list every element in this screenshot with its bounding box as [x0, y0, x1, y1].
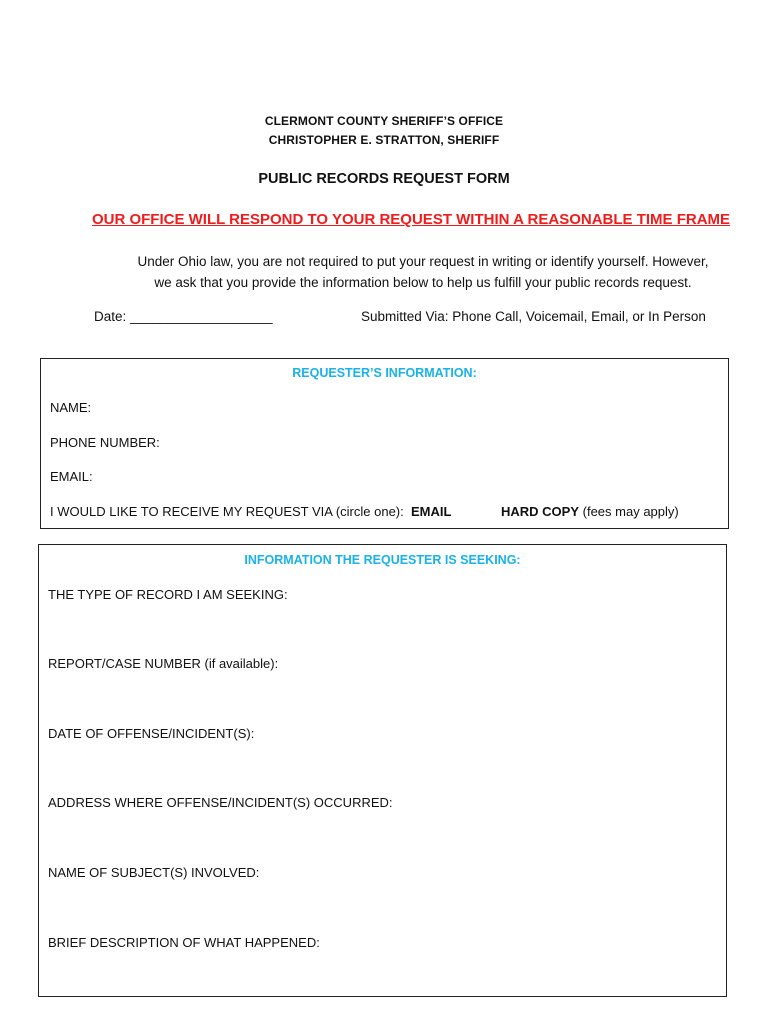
receive-via-label: I WOULD LIKE TO RECEIVE MY REQUEST VIA (circle one): — [50, 504, 404, 519]
seeking-info-box — [38, 544, 727, 997]
description-field[interactable]: BRIEF DESCRIPTION OF WHAT HAPPENED: — [48, 935, 320, 950]
sheriff-name: CHRISTOPHER E. STRATTON, SHERIFF — [268, 133, 500, 147]
offense-address-field[interactable]: ADDRESS WHERE OFFENSE/INCIDENT(S) OCCURRED: — [48, 795, 393, 810]
record-type-field[interactable]: THE TYPE OF RECORD I AM SEEKING: — [48, 587, 288, 602]
option-email[interactable]: EMAIL — [411, 504, 452, 519]
office-name: CLERMONT COUNTY SHERIFF’S OFFICE — [264, 114, 504, 128]
requester-info-title: REQUESTER’S INFORMATION: — [292, 366, 477, 380]
seeking-info-title: INFORMATION THE REQUESTER IS SEEKING: — [244, 553, 521, 567]
phone-field[interactable]: PHONE NUMBER: — [50, 435, 160, 450]
response-notice: OUR OFFICE WILL RESPOND TO YOUR REQUEST WITHIN A REASONABLE TIME FRAME — [91, 211, 731, 228]
intro-text — [118, 251, 728, 293]
hard-copy-label: HARD COPY — [501, 504, 580, 519]
intro-line-1: Under Ohio law, you are not required to put your request in writing or identify yourself. However, — [137, 254, 709, 269]
case-number-field[interactable]: REPORT/CASE NUMBER (if available): — [48, 656, 279, 671]
submitted-via: Submitted Via: Phone Call, Voicemail, Email, or In Person — [361, 309, 706, 324]
offense-date-field[interactable]: DATE OF OFFENSE/INCIDENT(S): — [48, 726, 255, 741]
intro-line-2: we ask that you provide the information below to help us fulfill your public records request. — [154, 275, 692, 290]
date-field[interactable]: Date: ___________________ — [94, 309, 273, 324]
name-field[interactable]: NAME: — [50, 400, 92, 415]
subjects-field[interactable]: NAME OF SUBJECT(S) INVOLVED: — [48, 865, 260, 880]
email-field[interactable]: EMAIL: — [50, 469, 93, 484]
hard-copy-note: (fees may apply) — [582, 504, 679, 519]
requester-info-box — [40, 358, 729, 529]
option-hard-copy[interactable] — [501, 504, 679, 519]
form-title: PUBLIC RECORDS REQUEST FORM — [258, 171, 510, 187]
